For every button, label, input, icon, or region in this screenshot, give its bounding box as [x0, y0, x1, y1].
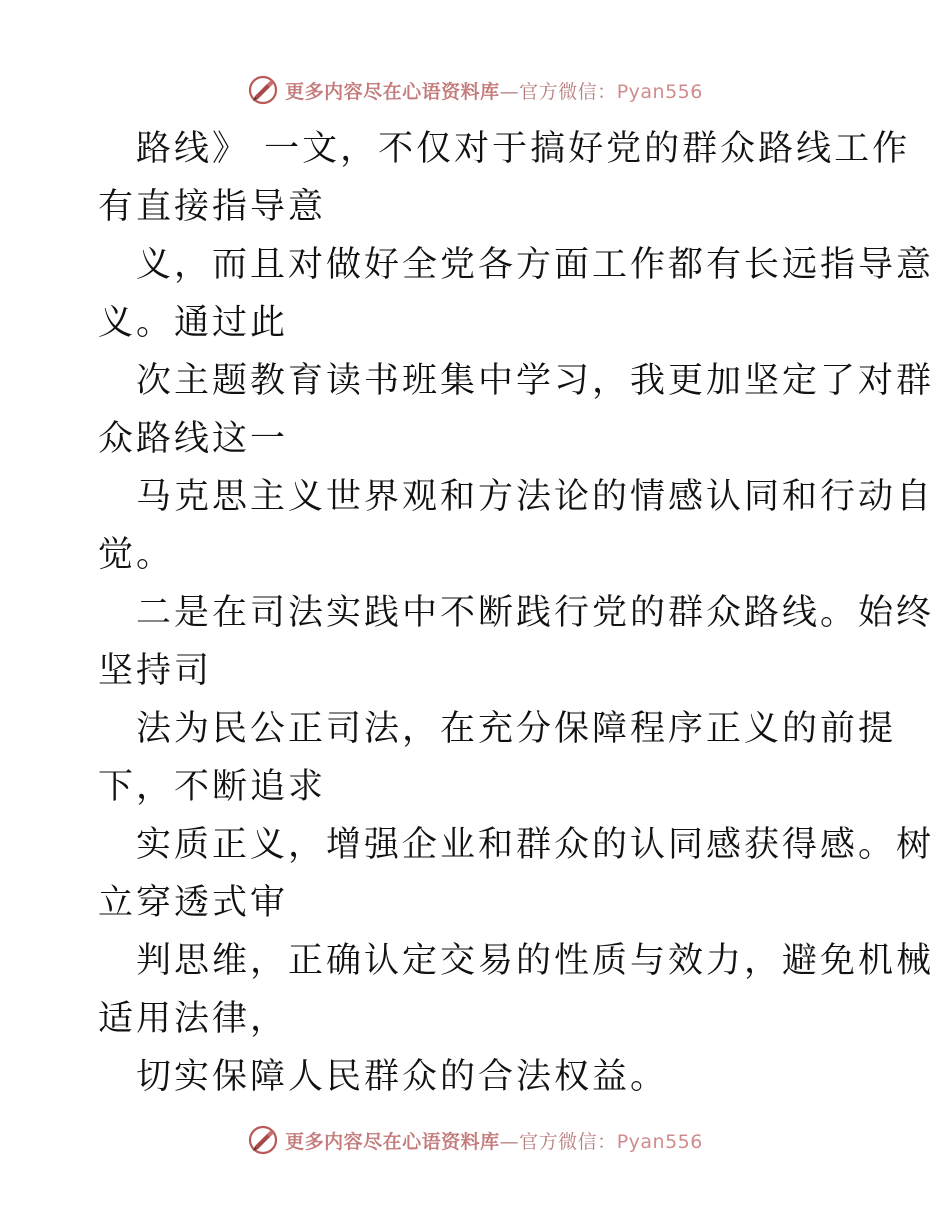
banner-wechat-id: Pyan556: [616, 80, 703, 103]
footer-banner: [0, 1120, 950, 1160]
text-line: 切实保障人民群众的合法权益。: [136, 1057, 669, 1097]
banner-text: [285, 77, 703, 104]
text-line: 坚持司: [98, 651, 213, 691]
banner-wechat-label: 官方微信：: [519, 1130, 617, 1153]
text-line: 次主题教育读书班集中学习，我更加坚定了对群: [136, 361, 935, 401]
text-line: 判思维，正确认定交易的性质与效力，避免机械: [136, 941, 935, 981]
text-line: 实质正义，增强企业和群众的认同感获得感。树: [136, 825, 935, 865]
text-line: 适用法律，: [98, 999, 289, 1039]
text-line: 义，而且对做好全党各方面工作都有长远指导意: [136, 245, 935, 285]
text-line: 法为民公正司法，在充分保障程序正义的前提: [136, 709, 897, 749]
pen-logo-icon: [247, 1124, 279, 1156]
header-banner: [0, 70, 950, 110]
text-line: 下，不断追求: [98, 767, 327, 807]
text-line: 有直接指导意: [98, 187, 327, 227]
text-line: 立穿透式审: [98, 883, 289, 923]
text-line: 二是在司法实践中不断践行党的群众路线。始终: [136, 593, 935, 633]
banner-main-text: 更多内容尽在心语资料库: [285, 1130, 500, 1153]
banner-main-text: 更多内容尽在心语资料库: [285, 80, 500, 103]
banner-wechat-label: 官方微信：: [519, 80, 617, 103]
document-body: [98, 120, 935, 1106]
text-line: 觉。: [98, 535, 175, 575]
banner-wechat-id: Pyan556: [616, 1130, 703, 1153]
text-line: 众路线这一: [98, 419, 289, 459]
banner-text: [285, 1127, 703, 1154]
text-line: 义。通过此: [98, 303, 289, 343]
banner-dash: —: [499, 1130, 520, 1153]
text-line: 马克思主义世界观和方法论的情感认同和行动自: [136, 477, 935, 517]
text-line: 路线》 一文，不仅对于搞好党的群众路线工作: [136, 129, 911, 169]
pen-logo-icon: [247, 74, 279, 106]
banner-dash: —: [499, 80, 520, 103]
